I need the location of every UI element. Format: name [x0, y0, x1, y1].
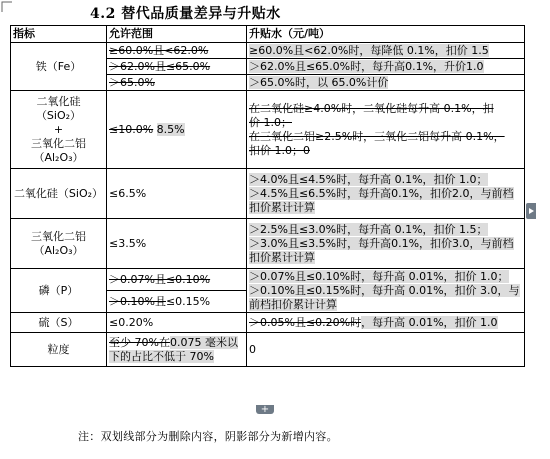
- header-range: 允许范围: [107, 26, 247, 43]
- table-row: [11, 169, 525, 219]
- footnote: 注：双划线部分为删除内容，阴影部分为新增内容。: [78, 430, 338, 443]
- table-row: [11, 43, 525, 59]
- header-premium: 升贴水（元/吨）: [247, 26, 525, 43]
- indicator-fe: 铁（Fe）: [11, 43, 107, 91]
- indicator-p: 磷（P）: [11, 269, 107, 313]
- rule-cell: ＞65.0%时，以 65.0%计价: [247, 75, 525, 91]
- indicator-size: 粒度: [11, 333, 107, 367]
- table-row: [11, 333, 525, 367]
- expand-down-icon[interactable]: +: [256, 405, 274, 414]
- range-cell: ≤10.0% 8.5%: [107, 91, 247, 169]
- range-cell: ＞0.10%且≤0.15%: [107, 291, 247, 313]
- rule-cell: ＞4.0%且≤4.5%时，每升高 0.1%，扣价 1.0； ＞4.5%且≤6.5%时，每升高0.1%，扣价2.0，与前档 扣价累计计算: [247, 169, 525, 219]
- quality-table: [10, 25, 525, 367]
- rule-cell: ＞0.05%且≤0.20%时，每升高 0.01%，扣价 1.0: [247, 313, 525, 333]
- range-cell: ≥60.0%且<62.0%: [107, 43, 247, 59]
- range-cell: ≤6.5%: [107, 169, 247, 219]
- range-cell: ＞62.0%且≤65.0%: [107, 59, 247, 75]
- range-cell: ≤3.5%: [107, 219, 247, 269]
- range-cell: ＞0.07%且≤0.10%: [107, 269, 247, 291]
- header-indicator: 指标: [11, 26, 107, 43]
- corner-bracket-icon: [1, 1, 13, 13]
- table-header-row: [11, 26, 525, 43]
- table-row: [11, 313, 525, 333]
- rule-cell: ＞62.0%且≤65.0%时，每升高0.1%，升价1.0: [247, 59, 525, 75]
- rule-cell: 在二氧化硅≥4.0%时，二氧化硅每升高 0.1%，扣 价 1.0； 在三氧化二铝≥2.5%时，三氧化二铝每升高 0.1%， 扣价 1.0；0: [247, 91, 525, 169]
- section-title: 4.2 替代品质量差异与升贴水: [90, 6, 281, 22]
- rule-cell: ≥60.0%且<62.0%时，每降低 0.1%，扣价 1.5: [247, 43, 525, 59]
- indicator-s: 硫（S）: [11, 313, 107, 333]
- rule-cell: 0: [247, 333, 525, 367]
- rule-cell: ＞0.07%且≤0.10%时，每升高 0.01%，扣价 1.0； ＞0.10%且≤0.15%时，每升高 0.01%，扣价 3.0，与 前档扣价累计计算: [247, 269, 525, 313]
- expand-right-icon[interactable]: [526, 203, 536, 219]
- range-cell: ＞65.0%: [107, 75, 247, 91]
- table-row: [11, 219, 525, 269]
- range-cell: 至少 70%在0.075 毫米以 下的占比不低于 70%: [107, 333, 247, 367]
- table-row: [11, 91, 525, 169]
- indicator-al2o3: 三氧化二铝 （Al₂O₃）: [11, 219, 107, 269]
- rule-cell: ＞2.5%且≤3.0%时，每升高 0.1%，扣价 1.5； ＞3.0%且≤3.5%时，每升高0.1%，扣价3.0，与前档 扣价累计计算: [247, 219, 525, 269]
- range-cell: ≤0.20%: [107, 313, 247, 333]
- table-row: [11, 269, 525, 291]
- indicator-sio2-al2o3: 二氧化硅 （SiO₂） + 三氧化二铝 （Al₂O₃）: [11, 91, 107, 169]
- indicator-sio2: 二氧化硅（SiO₂）: [11, 169, 107, 219]
